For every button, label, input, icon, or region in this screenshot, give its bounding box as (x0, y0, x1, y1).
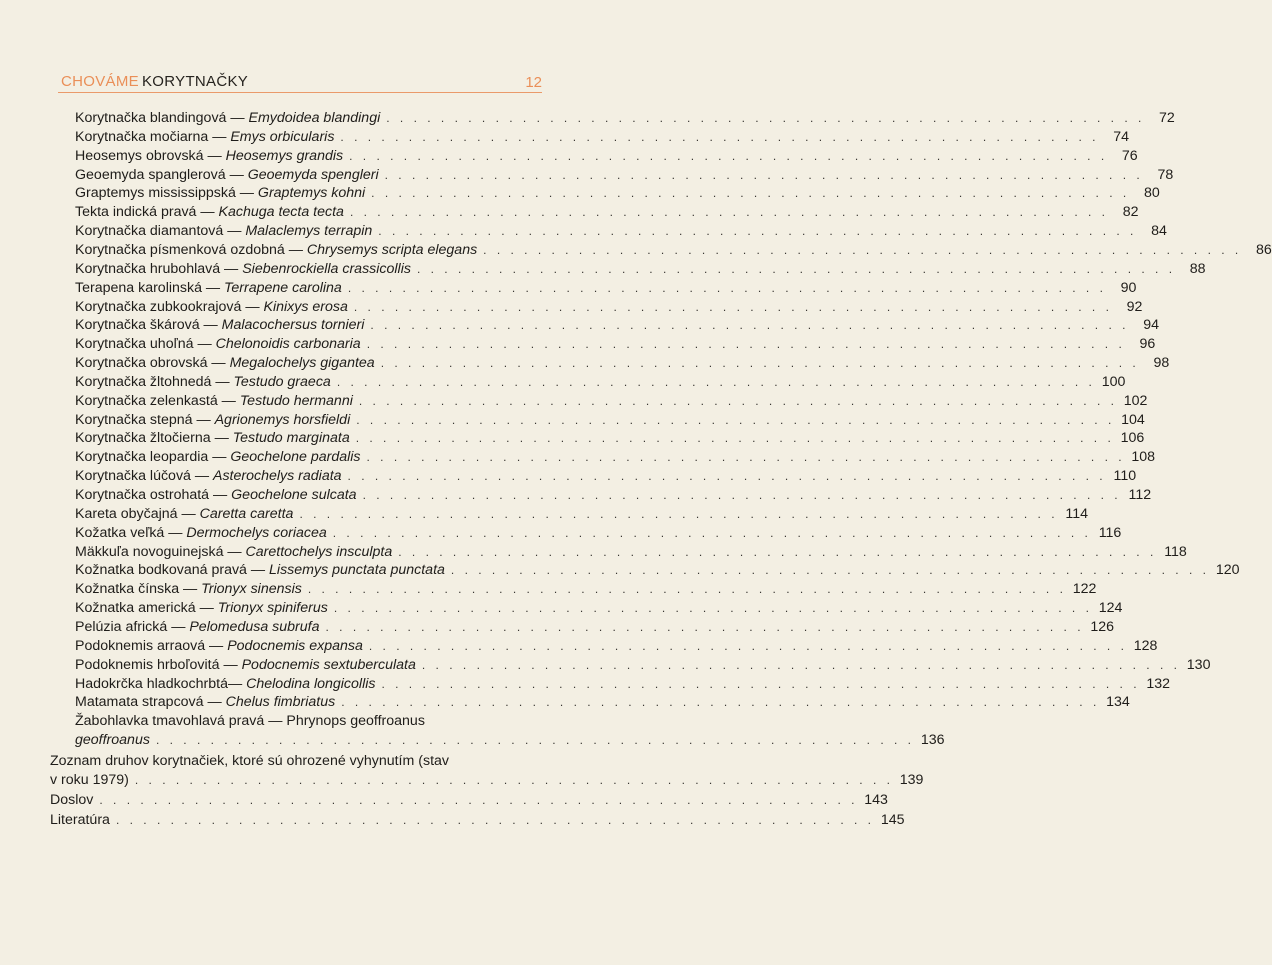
scientific-name: Geochelone sulcata (231, 487, 357, 503)
toc-entry (75, 166, 1174, 184)
scientific-name: Testudo graeca (233, 374, 331, 390)
common-name: Matamata strapcová — (75, 694, 226, 710)
scientific-name-continued: geoffroanus (75, 732, 150, 748)
toc-entry (75, 128, 1129, 146)
toc-entry (75, 561, 1240, 579)
common-name: Korytnačka hrubohlavá — (75, 261, 243, 277)
toc-page-number: 130 (1186, 657, 1211, 673)
toc-page-number: 122 (1072, 581, 1097, 597)
toc-entry-title (75, 128, 334, 146)
toc-entry (50, 811, 905, 829)
scientific-name: Malacochersus tornieri (221, 317, 365, 333)
scientific-name: Testudo marginata (232, 430, 350, 446)
common-name: Korytnačka leopardia — (75, 449, 231, 465)
scientific-name: Carettochelys insculpta (245, 544, 393, 560)
toc-page-number: 114 (1065, 506, 1089, 522)
scientific-name: Pelomedusa subrufa (189, 619, 320, 635)
toc-page-number: 102 (1123, 393, 1148, 409)
toc-entry (75, 656, 1211, 674)
toc-entry (75, 693, 1130, 711)
toc-entry (75, 354, 1170, 372)
toc-page-number: 82 (1122, 204, 1139, 220)
toc-entry (75, 411, 1145, 429)
leader-dots: . . . . . . . . . . . . . . . . . . . . . . . . . . . . . . . . . . . . . . . . . . . . . . . . . . . . . . . . (362, 488, 1122, 502)
toc-entry-title (75, 561, 445, 579)
leader-dots: . . . . . . . . . . . . . . . . . . . . . . . . . . . . . . . . . . . . . . . . . . . . . . . . . . . . . . . . (115, 813, 875, 827)
leader-dots: . . . . . . . . . . . . . . . . . . . . . . . . . . . . . . . . . . . . . . . . . . . . . . . . . . . . . . . . (333, 601, 1093, 615)
leader-dots: . . . . . . . . . . . . . . . . . . . . . . . . . . . . . . . . . . . . . . . . . . . . . . . . . . . . . . . . (134, 773, 894, 787)
running-header (58, 70, 542, 93)
toc-entry-title (75, 429, 350, 447)
toc-entry (75, 580, 1097, 598)
scientific-name: Chrysemys scripta elegans (306, 242, 478, 258)
toc-page-number: 110 (1113, 468, 1137, 484)
toc-page-number: 74 (1113, 129, 1129, 145)
toc-entry-title (75, 166, 379, 184)
toc-entry-title (75, 241, 477, 259)
toc-entry (75, 109, 1175, 127)
toc-entry-title-text: v roku 1979) (50, 772, 129, 788)
common-name: Kožatka veľká — (75, 525, 187, 541)
scientific-name: Asterochelys radiata (213, 468, 342, 484)
toc-entry-title (75, 505, 293, 523)
leader-dots: . . . . . . . . . . . . . . . . . . . . . . . . . . . . . . . . . . . . . . . . . . . . . . . . . . . . . . . . (356, 413, 1115, 427)
leader-dots: . . . . . . . . . . . . . . . . . . . . . . . . . . . . . . . . . . . . . . . . . . . . . . . . . . . . . . . . (381, 677, 1141, 691)
toc-entry-title (75, 354, 375, 372)
toc-entry (75, 373, 1126, 391)
toc-entry-title (75, 147, 343, 165)
toc-entry-title (75, 524, 327, 542)
leader-dots: . . . . . . . . . . . . . . . . . . . . . . . . . . . . . . . . . . . . . . . . . . . . . . . . . . . . . . . . (155, 733, 915, 747)
common-name: Žabohlavka tmavohlavá pravá — (75, 713, 287, 729)
scientific-name: Podocnemis sextuberculata (241, 657, 416, 673)
leader-dots: . . . . . . . . . . . . . . . . . . . . . . . . . . . . . . . . . . . . . . . . . . . . . . . . . . . . . . . . (355, 431, 1115, 445)
scientific-name: Heosemys grandis (225, 148, 344, 164)
common-name: Tekta indická pravá — (75, 204, 219, 220)
toc-entry-title (75, 260, 411, 278)
toc-entry (75, 203, 1139, 221)
leader-dots: . . . . . . . . . . . . . . . . . . . . . . . . . . . . . . . . . . . . . . . . . . . . . . . . . . . . . . . . (483, 243, 1242, 257)
common-name: Heosemys obrovská — (75, 148, 226, 164)
leader-dots: . . . . . . . . . . . . . . . . . . . . . . . . . . . . . . . . . . . . . . . . . . . . . . . . . . . . . . . . (336, 375, 1096, 389)
toc-page-number: 80 (1143, 185, 1160, 201)
toc-page-number: 106 (1120, 430, 1145, 446)
scientific-name: Chelodina longicollis (246, 676, 376, 692)
common-name: Korytnačka obrovská — (75, 355, 230, 371)
toc-entry (75, 467, 1137, 485)
scientific-name: Caretta caretta (199, 506, 294, 522)
toc-page-number: 112 (1128, 487, 1152, 503)
common-name: Kožnatka čínska — (75, 581, 202, 597)
toc-page-number: 84 (1151, 223, 1167, 239)
toc-entry (75, 279, 1137, 297)
toc-entry-title (75, 392, 353, 410)
toc-entry (75, 316, 1159, 334)
header-book-title: KORYTNAČKY (142, 73, 249, 90)
toc-entry (75, 335, 1156, 353)
common-name: Korytnačka žltočierna — (75, 430, 233, 446)
toc-page-number: 126 (1090, 619, 1115, 635)
toc-page-number: 94 (1143, 317, 1159, 333)
common-name: Terapena karolinská — (75, 280, 225, 296)
toc-entry (50, 791, 888, 809)
toc-entry-title (50, 771, 129, 789)
toc-entry (75, 448, 1156, 466)
toc-page-number: 96 (1139, 336, 1156, 352)
scientific-name: Testudo hermanni (239, 393, 353, 409)
common-name: Graptemys mississippská — (75, 185, 258, 201)
toc-entry-title (75, 731, 150, 749)
leader-dots: . . . . . . . . . . . . . . . . . . . . . . . . . . . . . . . . . . . . . . . . . . . . . . . . . . . . . . . . (371, 186, 1130, 200)
toc-entry-first-line (75, 712, 425, 730)
toc-entry-title (75, 637, 363, 655)
scientific-name: Geoemyda spengleri (247, 167, 379, 183)
scientific-name: Phrynops geoffroanus (286, 713, 425, 729)
toc-entry-title (75, 693, 335, 711)
common-name: Korytnačka stepná — (75, 412, 215, 428)
toc-entry-title (75, 222, 372, 240)
common-name: Hadokrčka hladkochrbtá— (75, 676, 247, 692)
scientific-name: Podocnemis expansa (227, 638, 363, 654)
toc-entry (75, 637, 1158, 655)
leader-dots: . . . . . . . . . . . . . . . . . . . . . . . . . . . . . . . . . . . . . . . . . . . . . . . . . . . . . . . . (353, 300, 1113, 314)
toc-page-number: 92 (1126, 299, 1143, 315)
leader-dots: . . . . . . . . . . . . . . . . . . . . . . . . . . . . . . . . . . . . . . . . . . . . . . . . . . . . . . . . (366, 450, 1126, 464)
common-name: Korytnačka žltohnedá — (75, 374, 234, 390)
toc-entry-title-text: Literatúra (50, 812, 110, 828)
toc-entry-title (75, 675, 375, 693)
common-name: Podoknemis hrboľovitá — (75, 657, 242, 673)
leader-dots: . . . . . . . . . . . . . . . . . . . . . . . . . . . . . . . . . . . . . . . . . . . . . . . . . . . . . . . . (380, 356, 1140, 370)
common-name: Pelúzia africká — (75, 619, 190, 635)
toc-page-number: 116 (1098, 525, 1122, 541)
toc-entry-title (50, 811, 110, 829)
toc-entry-title (75, 203, 344, 221)
scientific-name: Agrionemys horsfieldi (214, 412, 351, 428)
toc-entry-first-line: Zoznam druhov korytnačiek, ktoré sú ohrozené vyhynutím (stav (50, 753, 450, 769)
toc-page-number: 76 (1121, 148, 1138, 164)
toc-entry-title (50, 791, 93, 809)
scientific-name: Kachuga tecta tecta (218, 204, 344, 220)
toc-entry-title (75, 373, 331, 391)
toc-entry (75, 241, 1272, 259)
leader-dots: . . . . . . . . . . . . . . . . . . . . . . . . . . . . . . . . . . . . . . . . . . . . . . . . . . . . . . . . (358, 394, 1118, 408)
toc-entry-title (75, 316, 364, 334)
scientific-name: Kinixys erosa (263, 299, 348, 315)
leader-dots: . . . . . . . . . . . . . . . . . . . . . . . . . . . . . . . . . . . . . . . . . . . . . . . . . . . . . . . . (398, 545, 1157, 559)
leader-dots: . . . . . . . . . . . . . . . . . . . . . . . . . . . . . . . . . . . . . . . . . . . . . . . . . . . . . . . . (349, 205, 1109, 219)
common-name: Korytnačka diamantová — (75, 223, 246, 239)
scientific-name: Geochelone pardalis (230, 449, 361, 465)
common-name: Kožnatka americká — (75, 600, 218, 616)
leader-dots: . . . . . . . . . . . . . . . . . . . . . . . . . . . . . . . . . . . . . . . . . . . . . . . . . . . . . . . . (386, 111, 1145, 125)
leader-dots: . . . . . . . . . . . . . . . . . . . . . . . . . . . . . . . . . . . . . . . . . . . . . . . . . . . . . . . . (332, 526, 1092, 540)
toc-entry-title (75, 298, 348, 316)
toc-page-number: 128 (1133, 638, 1158, 654)
leader-dots: . . . . . . . . . . . . . . . . . . . . . . . . . . . . . . . . . . . . . . . . . . . . . . . . . . . . . . . . (349, 149, 1108, 163)
header-section-label: CHOVÁME (61, 73, 139, 90)
leader-dots: . . . . . . . . . . . . . . . . . . . . . . . . . . . . . . . . . . . . . . . . . . . . . . . . . . . . . . . . (347, 281, 1107, 295)
scientific-name: Trionyx spiniferus (217, 600, 328, 616)
common-name: Korytnačka zelenkastá — (75, 393, 240, 409)
common-name: Korytnačka škárová — (75, 317, 222, 333)
toc-entry-title (75, 656, 416, 674)
toc-entry (75, 298, 1143, 316)
toc-entry-title (75, 184, 365, 202)
common-name: Korytnačka lúčová — (75, 468, 213, 484)
toc-entry (75, 618, 1115, 636)
toc-page-number: 90 (1120, 280, 1137, 296)
toc-entry (75, 486, 1152, 504)
toc-entry (75, 184, 1160, 202)
toc-entry-title (75, 411, 350, 429)
toc-page-number: 143 (864, 792, 888, 808)
leader-dots: . . . . . . . . . . . . . . . . . . . . . . . . . . . . . . . . . . . . . . . . . . . . . . . . . . . . . . . . (421, 658, 1181, 672)
toc-entry (75, 505, 1089, 523)
toc-entry-title (75, 599, 328, 617)
toc-page-number: 120 (1215, 562, 1240, 578)
scientific-name: Graptemys kohni (257, 185, 366, 201)
toc-entry (75, 429, 1145, 447)
toc-entry-title (75, 448, 361, 466)
toc-page-number: 72 (1159, 110, 1175, 126)
common-name: Korytnačka písmenková ozdobná — (75, 242, 307, 258)
leader-dots: . . . . . . . . . . . . . . . . . . . . . . . . . . . . . . . . . . . . . . . . . . . . . . . . . . . . . . . . (307, 582, 1067, 596)
toc-entry (75, 222, 1167, 240)
toc-page-number: 136 (920, 732, 945, 748)
leader-dots: . . . . . . . . . . . . . . . . . . . . . . . . . . . . . . . . . . . . . . . . . . . . . . . . . . . . . . . . (99, 793, 858, 807)
leader-dots: . . . . . . . . . . . . . . . . . . . . . . . . . . . . . . . . . . . . . . . . . . . . . . . . . . . . . . . . (370, 318, 1129, 332)
common-name: Korytnačka uhoľná — (75, 336, 216, 352)
scientific-name: Chelus fimbriatus (225, 694, 336, 710)
toc-page-number: 78 (1157, 167, 1174, 183)
toc-entry (75, 543, 1187, 561)
leader-dots: . . . . . . . . . . . . . . . . . . . . . . . . . . . . . . . . . . . . . . . . . . . . . . . . . . . . . . . . (366, 337, 1126, 351)
toc-entry-title (75, 335, 361, 353)
common-name: Korytnačka blandingová — (75, 110, 249, 126)
header-page-number: 12 (525, 74, 542, 91)
toc-entry (75, 731, 945, 749)
toc-page-number: 145 (880, 812, 905, 828)
toc-page-number: 124 (1098, 600, 1123, 616)
leader-dots: . . . . . . . . . . . . . . . . . . . . . . . . . . . . . . . . . . . . . . . . . . . . . . . . . . . . . . . . (340, 130, 1099, 144)
scientific-name: Megalochelys gigantea (229, 355, 375, 371)
scientific-name: Siebenrockiella crassicollis (242, 261, 411, 277)
common-name: Podoknemis arraová — (75, 638, 228, 654)
common-name: Kožnatka bodkovaná pravá — (75, 562, 270, 578)
toc-page-number: 86 (1255, 242, 1272, 258)
leader-dots: . . . . . . . . . . . . . . . . . . . . . . . . . . . . . . . . . . . . . . . . . . . . . . . . . . . . . . . . (299, 507, 1059, 521)
leader-dots: . . . . . . . . . . . . . . . . . . . . . . . . . . . . . . . . . . . . . . . . . . . . . . . . . . . . . . . . (416, 262, 1176, 276)
toc-entry (50, 771, 924, 789)
toc-entry-title (75, 580, 302, 598)
leader-dots: . . . . . . . . . . . . . . . . . . . . . . . . . . . . . . . . . . . . . . . . . . . . . . . . . . . . . . . . (347, 469, 1107, 483)
toc-entry (75, 675, 1171, 693)
leader-dots: . . . . . . . . . . . . . . . . . . . . . . . . . . . . . . . . . . . . . . . . . . . . . . . . . . . . . . . . (341, 695, 1100, 709)
toc-page-number: 98 (1153, 355, 1170, 371)
toc-entry (75, 599, 1123, 617)
toc-entry (75, 392, 1148, 410)
toc-page-number: 132 (1146, 676, 1171, 692)
toc-page-number: 134 (1106, 694, 1130, 710)
toc-entry-title (75, 618, 319, 636)
leader-dots: . . . . . . . . . . . . . . . . . . . . . . . . . . . . . . . . . . . . . . . . . . . . . . . . . . . . . . . . (368, 639, 1128, 653)
toc-entry-title (75, 279, 342, 297)
scientific-name: Terrapene carolina (224, 280, 342, 296)
scientific-name: Dermochelys coriacea (186, 525, 327, 541)
toc-entry-title (75, 543, 392, 561)
toc-entry-title (75, 109, 380, 127)
leader-dots: . . . . . . . . . . . . . . . . . . . . . . . . . . . . . . . . . . . . . . . . . . . . . . . . . . . . . . . . (378, 224, 1137, 238)
common-name: Korytnačka zubkookrajová — (75, 299, 264, 315)
common-name: Kareta obyčajná — (75, 506, 200, 522)
toc-page-number: 104 (1121, 412, 1145, 428)
scientific-name: Malaclemys terrapin (245, 223, 373, 239)
leader-dots: . . . . . . . . . . . . . . . . . . . . . . . . . . . . . . . . . . . . . . . . . . . . . . . . . . . . . . . . (325, 620, 1085, 634)
toc-page-number: 139 (899, 772, 924, 788)
toc-entry (75, 147, 1138, 165)
leader-dots: . . . . . . . . . . . . . . . . . . . . . . . . . . . . . . . . . . . . . . . . . . . . . . . . . . . . . . . . (450, 563, 1210, 577)
common-name: Mäkkuľa novoguinejská — (75, 544, 246, 560)
toc-page-number: 108 (1131, 449, 1156, 465)
scientific-name: Emydoidea blandingi (248, 110, 381, 126)
toc-entry (75, 524, 1122, 542)
toc-page-number: 118 (1164, 544, 1187, 560)
toc-page-number: 88 (1189, 261, 1206, 277)
toc-entry-title (75, 467, 342, 485)
scientific-name: Emys orbicularis (230, 129, 335, 145)
toc-entry-title (75, 486, 357, 504)
common-name: Korytnačka močiarna — (75, 129, 231, 145)
toc-entry-title-text: Doslov (50, 792, 94, 808)
scientific-name: Chelonoidis carbonaria (215, 336, 361, 352)
toc-entry (75, 260, 1206, 278)
common-name: Geoemyda spanglerová — (75, 167, 248, 183)
toc-page-number: 100 (1101, 374, 1126, 390)
leader-dots: . . . . . . . . . . . . . . . . . . . . . . . . . . . . . . . . . . . . . . . . . . . . . . . . . . . . . . . . (384, 168, 1144, 182)
common-name: Korytnačka ostrohatá — (75, 487, 232, 503)
scientific-name: Trionyx sinensis (201, 581, 302, 597)
scientific-name: Lissemys punctata punctata (269, 562, 445, 578)
